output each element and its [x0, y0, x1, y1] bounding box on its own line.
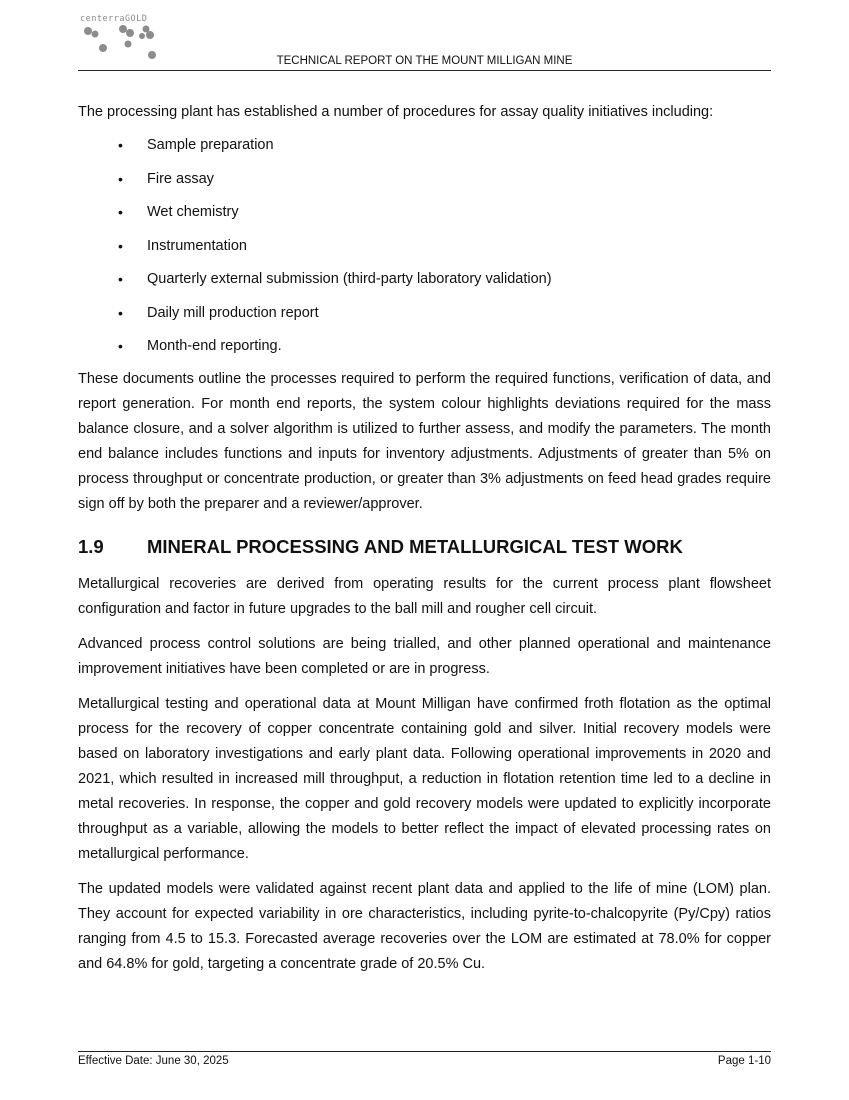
bullet-icon: •	[118, 170, 123, 187]
intro-paragraph: The processing plant has established a number of procedures for assay quality initiatives including:	[78, 104, 714, 120]
page-number: Page 1-10	[717, 1055, 771, 1067]
section-title: MINERAL PROCESSING AND METALLURGICAL TEST WORK	[147, 535, 683, 557]
bullet-icon: •	[118, 304, 123, 321]
section-paragraph: The updated models were validated against recent plant data and applied to the life of mine (LOM) plan. They account for expected variability in ore characteristics, including pyrite-to-chalcopyrite (Py/Cpy) ratios ranging from 4.5 to 15.3. Forecasted average recoveries over the LOM are estimated at 78.0% for copper and 64.8% for gold, targeting a concentrate grade of 20.5% Cu.	[78, 880, 771, 972]
effective-date: Effective Date: June 30, 2025	[78, 1055, 229, 1067]
list-item: • Daily mill production report	[78, 297, 771, 331]
logo-wordmark: centerraGOLD	[80, 14, 148, 24]
list-item: • Fire assay	[78, 163, 771, 197]
section-paragraph: Advanced process control solutions are being trialled, and other planned operational and maintenance improvement initiatives have been completed or are in progress.	[78, 635, 771, 677]
bullet-icon: •	[118, 338, 123, 354]
footer-divider	[78, 1051, 771, 1052]
documents-paragraph: These documents outline the processes required to perform the required functions, verification of data, and report generation. For month end reports, the system colour highlights deviations required for the mass balance closure, and a solver algorithm is utilized to further assess, and modify the parameters. The month end balance includes functions and inputs for inventory adjustments. Adjustments of greater than 5% on process throughput or concentrate production, or greater than 3% adjustments on feed head grades require sign off by both the preparer and a reviewer/approver.	[78, 370, 771, 512]
header-divider	[78, 70, 771, 71]
section-number: 1.9	[78, 535, 104, 557]
list-item: • Instrumentation	[78, 230, 771, 264]
bullet-icon: •	[118, 237, 123, 254]
bullet-icon: •	[118, 137, 123, 153]
procedure-list	[78, 129, 771, 364]
page-body	[78, 100, 771, 977]
running-header-title: TECHNICAL REPORT ON THE MOUNT MILLIGAN MINE	[276, 55, 573, 67]
bullet-icon: •	[118, 271, 123, 287]
bullet-icon: •	[118, 204, 123, 220]
section-heading	[78, 532, 771, 562]
section-paragraph: Metallurgical testing and operational data at Mount Milligan have confirmed froth flotation as the optimal process for the recovery of copper concentrate containing gold and silver. Initial recovery models were based on laboratory investigations and early plant data. Following operational improvements in 2020 and 2021, which resulted in increased mill throughput, a reduction in flotation retention time led to a decline in metal recoveries. In response, the copper and gold recovery models were updated to explicitly incorporate throughput as a variable, allowing the models to better reflect the impact of elevated processing rates on metallurgical performance.	[78, 695, 771, 862]
list-item: • Month-end reporting.	[78, 330, 771, 364]
section-paragraph: Metallurgical recoveries are derived from operating results for the current process plant flowsheet configuration and factor in future upgrades to the ball mill and rougher cell circuit.	[78, 575, 771, 617]
list-item: • Sample preparation	[78, 129, 771, 163]
list-item: • Quarterly external submission (third-party laboratory validation)	[78, 263, 771, 297]
list-item: • Wet chemistry	[78, 196, 771, 230]
